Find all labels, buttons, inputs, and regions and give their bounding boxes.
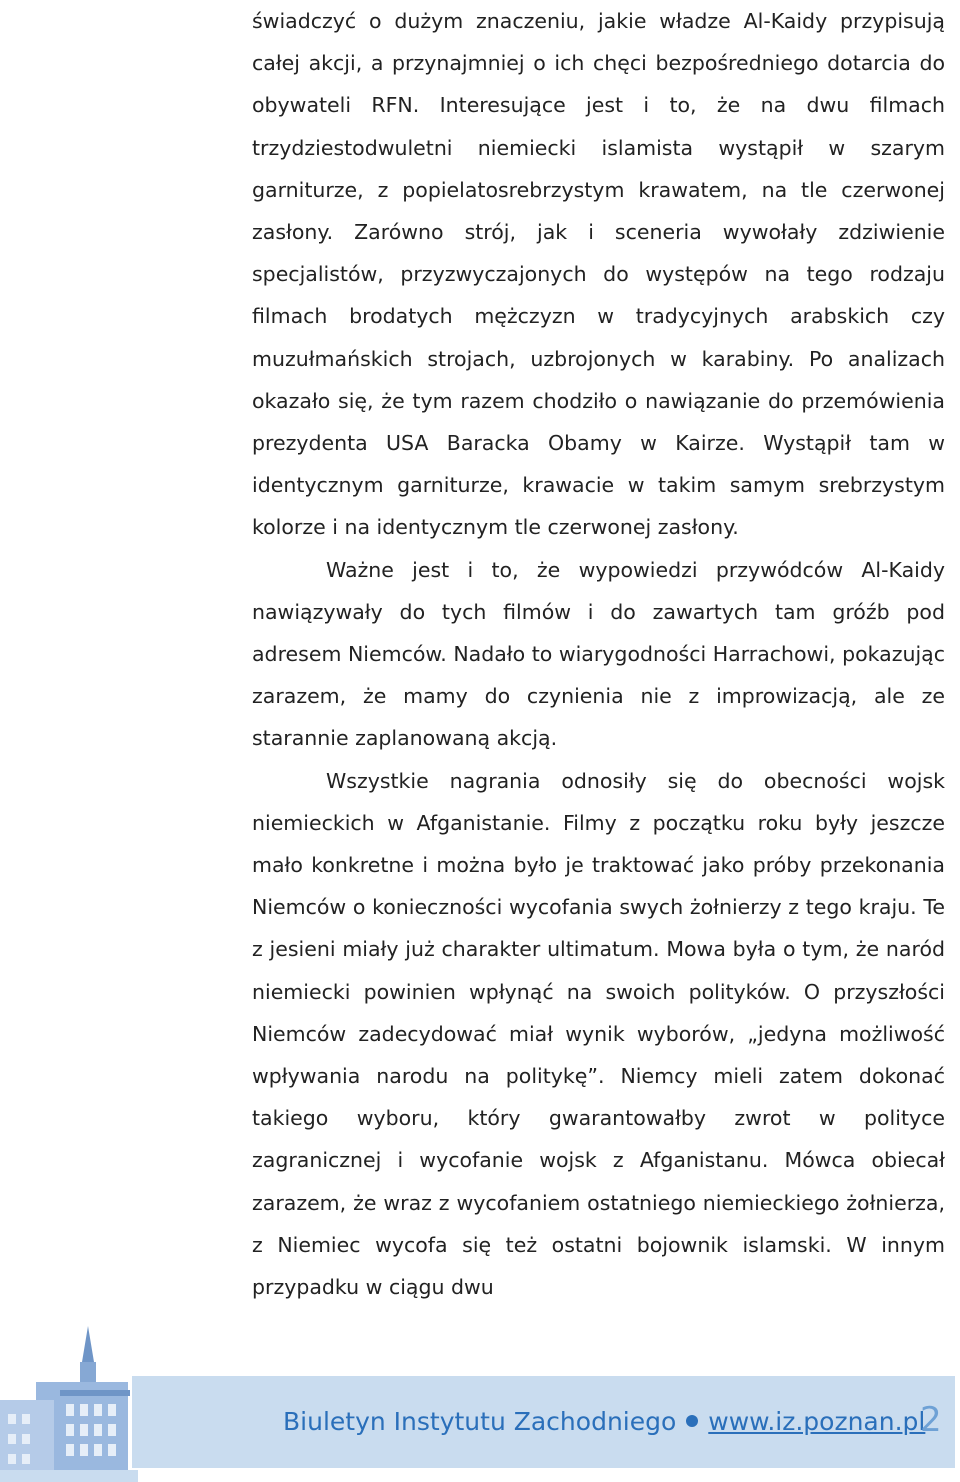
page-number: 2 — [920, 1400, 942, 1440]
footer-title: Biuletyn Instytutu Zachodniego — [283, 1407, 677, 1436]
footer-publication — [283, 1400, 925, 1444]
footer-url-link[interactable]: www.iz.poznan.pl — [708, 1407, 926, 1436]
bullet-separator — [686, 1415, 698, 1427]
paragraph-1: świadczyć o dużym znaczeniu, jakie władze Al-Kaidy przypisują całej akcji, a przynajmniej o ich chęci bezpośredniego dotarcia do obywateli RFN. Interesujące jest i to, że na dwu filmach trzydziestodwuletni niemiecki islamista wystąpił w szarym garniturze, z popielatosrebrzystym krawatem, na tle czerwonej zasłony. Zarówno strój, jak i sceneria wywołały zdziwienie specjalistów, przyzwyczajonych do występów na tego rodzaju filmach brodatych mężczyzn w tradycyjnych arabskich czy muzułmańskich strojach, uzbrojonych w karabiny. Po analizach okazało się, że tym razem chodziło o nawiązanie do przemówienia prezydenta USA Baracka Obamy w Kairze. Wystąpił tam w identycznym garniturze, krawacie w takim samym srebrzystym kolorze i na identycznym tle czerwonej zasłony. — [252, 9, 945, 540]
institute-building-icon — [0, 1322, 138, 1482]
paragraph-3: Wszystkie nagrania odnosiły się do obecności wojsk niemieckich w Afganistanie. Filmy z początku roku były jeszcze mało konkretne i można było je traktować jako próby przekonania Niemców o konieczności wycofania swych żołnierzy z tego kraju. Te z jesieni miały już charakter ultimatum. Mowa była o tym, że naród niemiecki powinien wpłynąć na swoich polityków. O przyszłości Niemców zadecydować miał wynik wyborów, „jedyna możliwość wpływania narodu na politykę”. Niemcy mieli zatem dokonać takiego wyboru, który gwarantowałby zwrot w polityce zagranicznej i wycofanie wojsk z Afganistanu. Mówca obiecał zarazem, że wraz z wycofaniem ostatniego niemieckiego żołnierza, z Niemiec wycofa się też ostatni bojownik islamski. W innym przypadku w ciągu dwu — [252, 768, 945, 1300]
article-body — [252, 0, 945, 1308]
paragraph-2: Ważne jest i to, że wypowiedzi przywódców Al-Kaidy nawiązywały do tych filmów i do zawartych tam gróźb pod adresem Niemców. Nadało to wiarygodności Harrachowi, pokazując zarazem, że mamy do czynienia nie z improwizacją, ale ze starannie zaplanowaną akcją. — [252, 557, 945, 751]
